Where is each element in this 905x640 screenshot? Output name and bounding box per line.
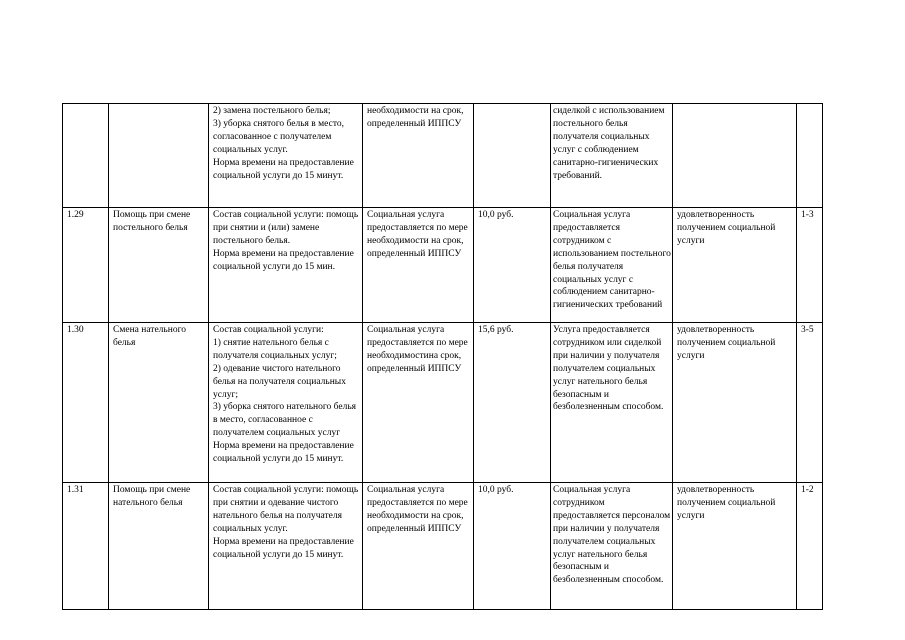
cell-indicators [673,104,797,208]
cell-frequency: 1-2 [797,483,823,610]
cell-number: 1.30 [63,323,109,483]
cell-conditions: сиделкой с использованием постельного белья получателя социальных услуг с соблюдением санитарно-гигиенических требований. [551,104,673,208]
cell-price: 10,0 руб. [474,208,551,323]
cell-service-name: Смена нательного белья [109,323,209,483]
cell-conditions: Услуга предоставляется сотрудником или сиделкой при наличии у получателя получателем социальных услуг нательного белья безопасным и безболезненным способом. [551,323,673,483]
cell-service-name: Помощь при смене постельного белья [109,208,209,323]
cell-indicators: удовлетворенность получением социальной услуги [673,483,797,610]
cell-number: 1.29 [63,208,109,323]
cell-terms: Социальная услуга предоставляется по мере необходимости на срок, определенный ИППСУ [363,208,474,323]
cell-frequency: 3-5 [797,323,823,483]
cell-terms: Социальная услуга предоставляется по мере необходимостина срок, определенный ИППСУ [363,323,474,483]
cell-service-name [109,104,209,208]
cell-service-content: Состав социальной услуги: помощь при снятии и (или) замене постельного белья. Норма времени на предоставление социальной услуги до 15 мин. [209,208,363,323]
cell-number: 1.31 [63,483,109,610]
cell-conditions: Социальная услуга сотрудником предоставляется персоналом при наличии у получателя получателем социальных услуг нательного белья безопасным и безболезненным способом. [551,483,673,610]
cell-number [63,104,109,208]
cell-service-name: Помощь при смене нательного белья [109,483,209,610]
cell-service-content: Состав социальной услуги: 1) снятие нательного белья с получателя социальных услуг; 2) одевание чистого нательного белья на получателя социальных услуг; 3) уборка снятого нательного белья в место, согласованное с получателем социальных услуг Норма времени на предоставление социальной услуги до 15 минут. [209,323,363,483]
table-row [63,104,823,208]
cell-terms: необходимости на срок, определенный ИППСУ [363,104,474,208]
table-row [63,208,823,323]
cell-price [474,104,551,208]
table-row [63,323,823,483]
cell-service-content: 2) замена постельного белья; 3) уборка снятого белья в место, согласованное с получателем социальных услуг. Норма времени на предоставление социальной услуги до 15 минут. [209,104,363,208]
cell-price: 10,0 руб. [474,483,551,610]
cell-frequency: 1-3 [797,208,823,323]
cell-frequency [797,104,823,208]
services-table [62,103,823,610]
cell-indicators: удовлетворенность получением социальной услуги [673,208,797,323]
table-row [63,483,823,610]
cell-service-content: Состав социальной услуги: помощь при снятии и одевание чистого нательного белья на получателя социальных услуг. Норма времени на предоставление социальной услуги до 15 минут. [209,483,363,610]
cell-conditions: Социальная услуга предоставляется сотрудником с использованием постельного белья получателя социальных услуг с соблюдением санитарно-гигиенических требований [551,208,673,323]
cell-indicators: удовлетворенность получением социальной услуги [673,323,797,483]
cell-terms: Социальная услуга предоставляется по мере необходимости на срок, определенный ИППСУ [363,483,474,610]
cell-price: 15,6 руб. [474,323,551,483]
